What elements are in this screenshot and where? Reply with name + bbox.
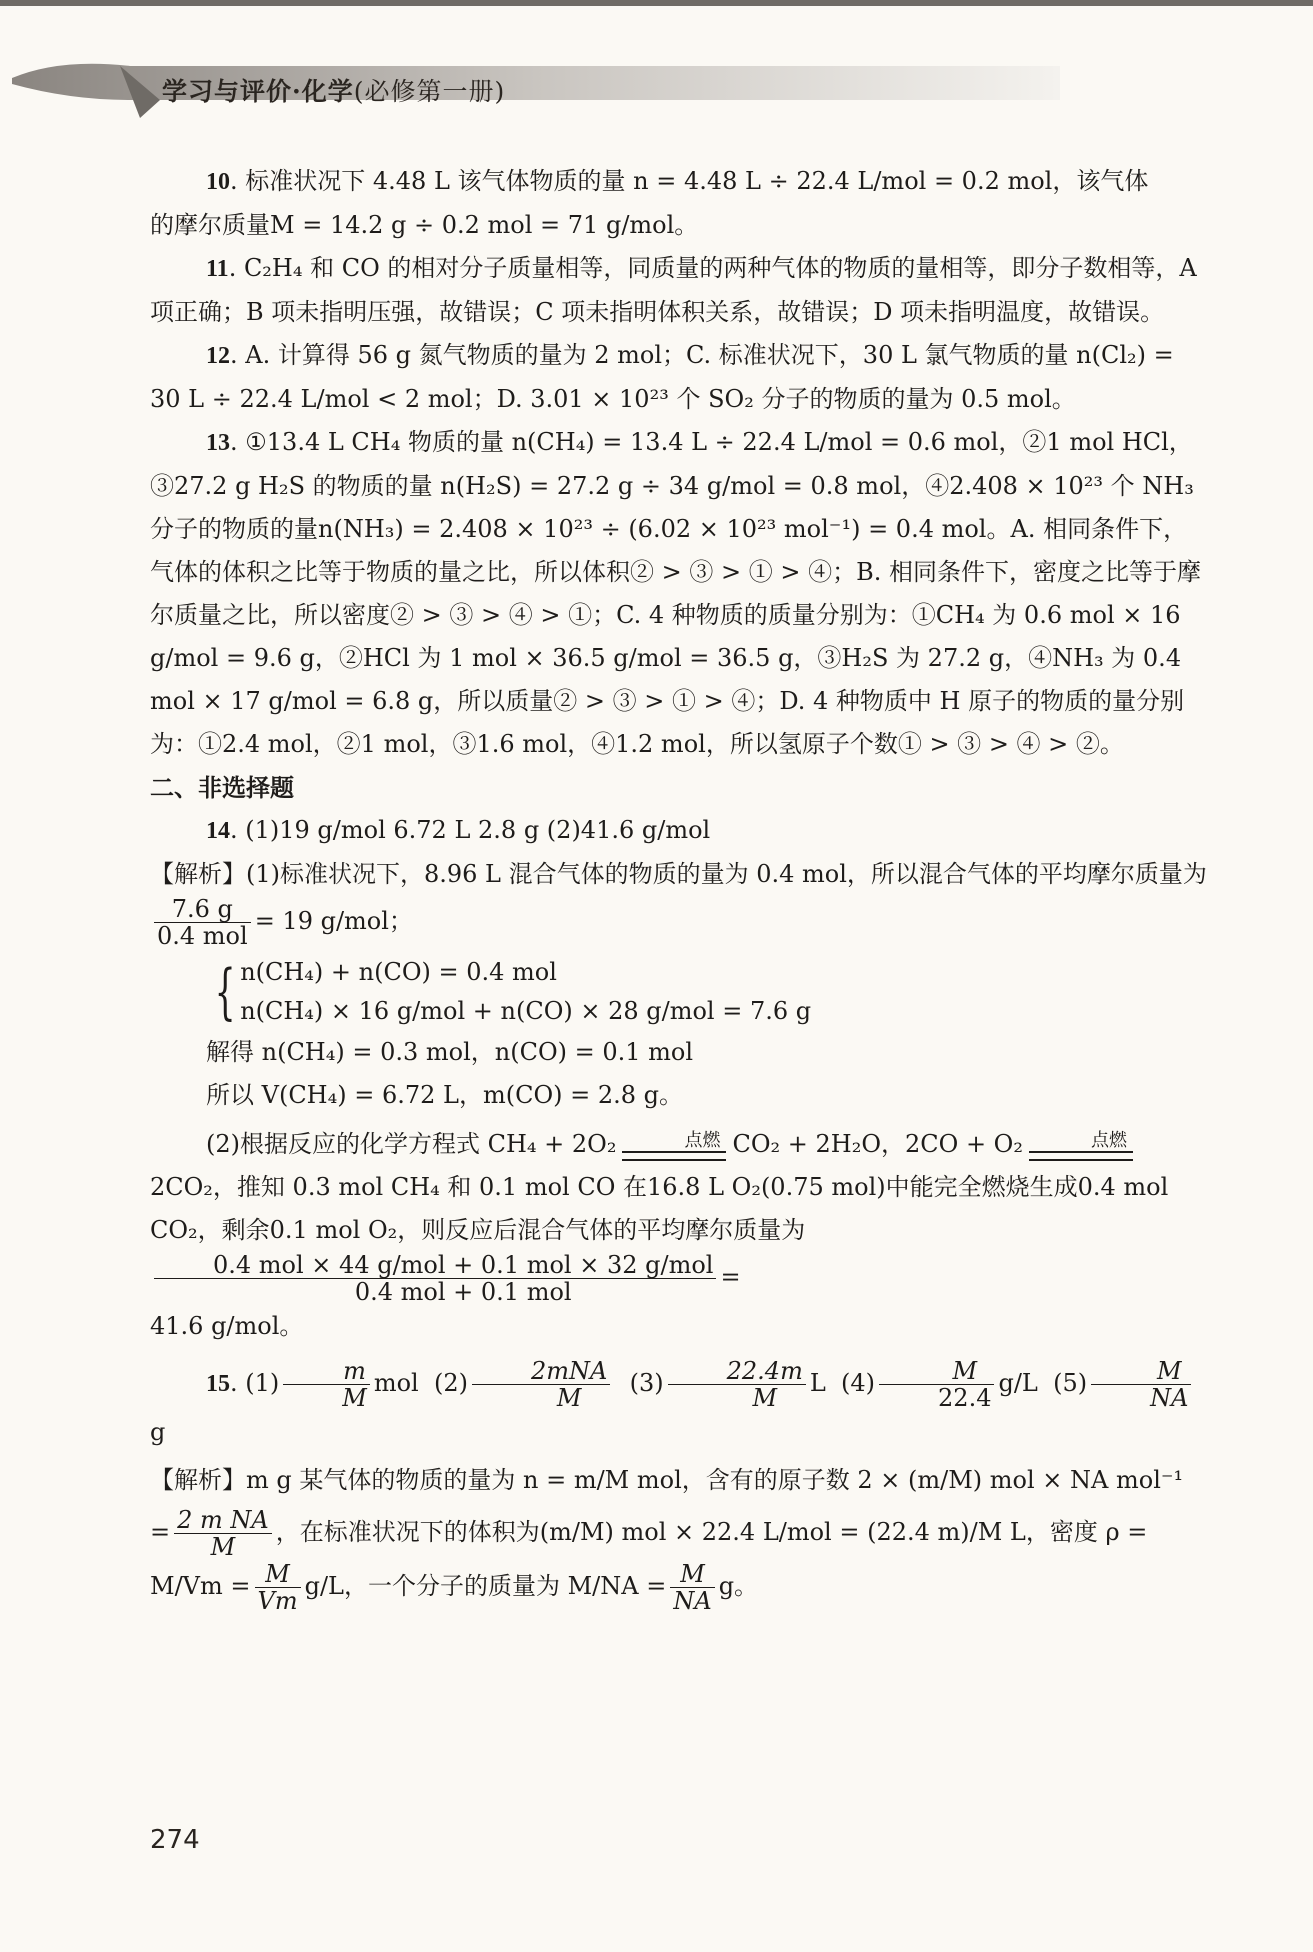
final-value: 41.6 g/mol。 (150, 1312, 304, 1340)
fraction (255, 1561, 301, 1614)
fraction (174, 1507, 272, 1560)
equation-system (150, 953, 1210, 1031)
fraction-numerator: 7.6 g (154, 896, 251, 923)
analysis-text: m g 某气体的物质的量为 n = m/M mol，含有的原子数 2 × (m/M) mol × NA mol⁻¹ = (150, 1466, 1184, 1546)
part-label: (4) (841, 1369, 876, 1397)
question-number: 15 (206, 1371, 230, 1397)
fraction-numerator: 2mNA (472, 1358, 610, 1385)
analysis-label: 【解析】 (150, 860, 246, 888)
question-text: . C₂H₄ 和 CO 的相对分子质量相等，同质量的两种气体的物质的量相等，即分子数相等，A 项正确；B 项未指明压强，故错误；C 项未指明体积关系，故错误；D 项未指明温度，故错误。 (150, 254, 1197, 326)
reaction-condition: 点燃 (1090, 1129, 1127, 1151)
answer-text: . (1)19 g/mol 6.72 L 2.8 g (2)41.6 g/mol (230, 816, 711, 844)
fraction-numerator: m (283, 1358, 370, 1385)
fraction-numerator: M (1091, 1358, 1191, 1385)
question-13 (150, 421, 1210, 766)
fraction (283, 1358, 370, 1411)
page-number: 274 (150, 1825, 200, 1855)
fraction-denominator: 0.4 mol + 0.1 mol (354, 1278, 572, 1306)
question-15-analysis (150, 1454, 1210, 1614)
fraction-numerator: 2 m NA (174, 1507, 272, 1534)
analysis-text: g/L，一个分子的质量为 M/NA = (304, 1572, 667, 1600)
fraction-numerator: 0.4 mol × 44 g/mol + 0.1 mol × 32 g/mol (154, 1252, 716, 1279)
question-text: . 标准状况下 4.48 L 该气体物质的量 n = 4.48 L ÷ 22.4 L/mol = 0.2 mol，该气体 (230, 167, 1149, 195)
part-label: (2) (434, 1369, 468, 1397)
fraction-numerator: M (670, 1561, 714, 1588)
question-number: 10 (206, 169, 230, 195)
question-text: . A. 计算得 56 g 氮气物质的量为 2 mol；C. 标准状况下，30 L 氯气物质的量 n(Cl₂) = 30 L ÷ 22.4 L/mol < 2 mol；D. 3.01 × 10²³ 个 SO₂ 分子的物质的量为 0.5 mol。 (150, 341, 1174, 413)
fraction-denominator: M (752, 1384, 778, 1412)
fraction (1091, 1358, 1191, 1411)
question-15-answer (150, 1358, 1210, 1454)
unit: mol (373, 1369, 419, 1397)
question-number: 11 (206, 256, 229, 282)
analysis-label: 【解析】 (150, 1466, 246, 1494)
question-text: . ①13.4 L CH₄ 物质的量 n(CH₄) = 13.4 L ÷ 22.4 L/mol = 0.6 mol，②1 mol HCl，③27.2 g H₂S 的物质的量 n(H₂S) = 27.2 g ÷ 34 g/mol = 0.8 mol，④2.408 × 10²³ 个 NH₃ 分子的物质的量n(NH₃) = 2.408 × 10²³ ÷ (6.02 × 10²³ mol⁻¹) = 0.4 mol。A. 相同条件下，气体的体积之比等于物质的量之比，所以体积② > ③ > ① > ④；B. 相同条件下，密度之比等于摩尔质量之比，所以密度② > ③ > ④ > ①；C. 4 种物质的质量分别为：①CH₄ 为 0.6 mol × 16 g/mol = 9.6 g，②HCl 为 1 mol × 36.5 g/mol = 36.5 g，③H₂S 为 27.2 g，④NH₃ 为 0.4 mol × 17 g/mol = 6.8 g，所以质量② > ③ > ① > ④；D. 4 种物质中 H 原子的物质的量分别为：①2.4 mol，②1 mol，③1.6 mol，④1.2 mol，所以氢原子个数① > ③ > ④ > ②。 (150, 428, 1201, 758)
fraction-denominator: Vm (257, 1587, 298, 1615)
fraction-denominator: M (210, 1533, 236, 1561)
fraction-denominator: 0.4 mol (157, 922, 248, 950)
analysis-text: g。 (718, 1572, 759, 1600)
question-14-part2 (150, 1123, 1210, 1348)
reaction-text: (2)根据反应的化学方程式 CH₄ + 2O₂ (206, 1130, 617, 1158)
fraction-average-mass (154, 896, 251, 949)
fraction (879, 1358, 994, 1411)
reaction-text: CO₂ + 2H₂O，2CO + O₂ (732, 1130, 1023, 1158)
running-header (162, 72, 505, 108)
part-label: (3) (629, 1369, 664, 1397)
section-heading: 二、非选择题 (150, 773, 294, 802)
question-number: 12 (206, 343, 230, 369)
part-label: (5) (1053, 1369, 1088, 1397)
fraction-result: = (720, 1263, 741, 1291)
fraction-denominator: 22.4 (938, 1384, 992, 1412)
equation-1: n(CH₄) + n(CO) = 0.4 mol (240, 958, 557, 986)
fraction-denominator: NA (1150, 1384, 1189, 1412)
therefore-line: 所以 V(CH₄) = 6.72 L，m(CO) = 2.8 g。 (206, 1081, 684, 1109)
reaction-arrow (622, 1131, 726, 1161)
question-14-analysis (150, 853, 1210, 949)
fraction-denominator: M (342, 1384, 367, 1412)
fraction (472, 1358, 610, 1411)
unit: g (150, 1418, 166, 1446)
fraction-numerator: 22.4m (668, 1358, 806, 1385)
book-subtitle: (必修第一册) (353, 77, 506, 106)
unit: L (809, 1369, 826, 1397)
part-label: . (1) (230, 1369, 280, 1397)
question-14-answer (150, 809, 1210, 853)
fraction-numerator: M (879, 1358, 994, 1385)
fraction-denominator: M (556, 1384, 582, 1412)
question-10 (150, 160, 1210, 247)
reaction-arrow (1029, 1131, 1133, 1161)
solve-line: 解得 n(CH₄) = 0.3 mol，n(CO) = 0.1 mol (206, 1038, 694, 1066)
question-12 (150, 334, 1210, 421)
page-content (150, 160, 1210, 1614)
fraction (668, 1358, 806, 1411)
analysis-text: (1)标准状况下，8.96 L 混合气体的物质的量为 0.4 mol，所以混合气体的平均摩尔质量为 (246, 860, 1207, 888)
equation-2: n(CH₄) × 16 g/mol + n(CO) × 28 g/mol = 7.6 g (240, 997, 812, 1025)
unit: g/L (998, 1369, 1038, 1397)
left-brace: { (214, 957, 236, 1027)
reaction-condition: 点燃 (684, 1129, 721, 1151)
question-text-cont: 的摩尔质量M = 14.2 g ÷ 0.2 mol = 71 g/mol。 (150, 211, 699, 239)
fraction-numerator: M (255, 1561, 301, 1588)
question-number: 13 (206, 430, 230, 456)
reaction-text: 2CO₂，推知 0.3 mol CH₄ 和 0.1 mol CO 在16.8 L O₂(0.75 mol)中能完全燃烧生成0.4 mol CO₂，剩余0.1 mol O₂，则反应后混合气体的平均摩尔质量为 (150, 1173, 1169, 1244)
fraction-mixed-mass (154, 1252, 716, 1305)
question-number: 14 (206, 818, 230, 844)
fraction-result: = 19 g/mol； (254, 907, 413, 935)
fraction (670, 1561, 714, 1614)
fraction-denominator: NA (673, 1587, 712, 1615)
question-11 (150, 247, 1210, 334)
analysis-text: ，在标准状况下的体积为(m/M) mol × 22.4 L/mol = (22.4 m)/M L，密度 ρ = M/Vm = (150, 1518, 1148, 1600)
book-title: 学习与评价·化学 (162, 77, 354, 106)
